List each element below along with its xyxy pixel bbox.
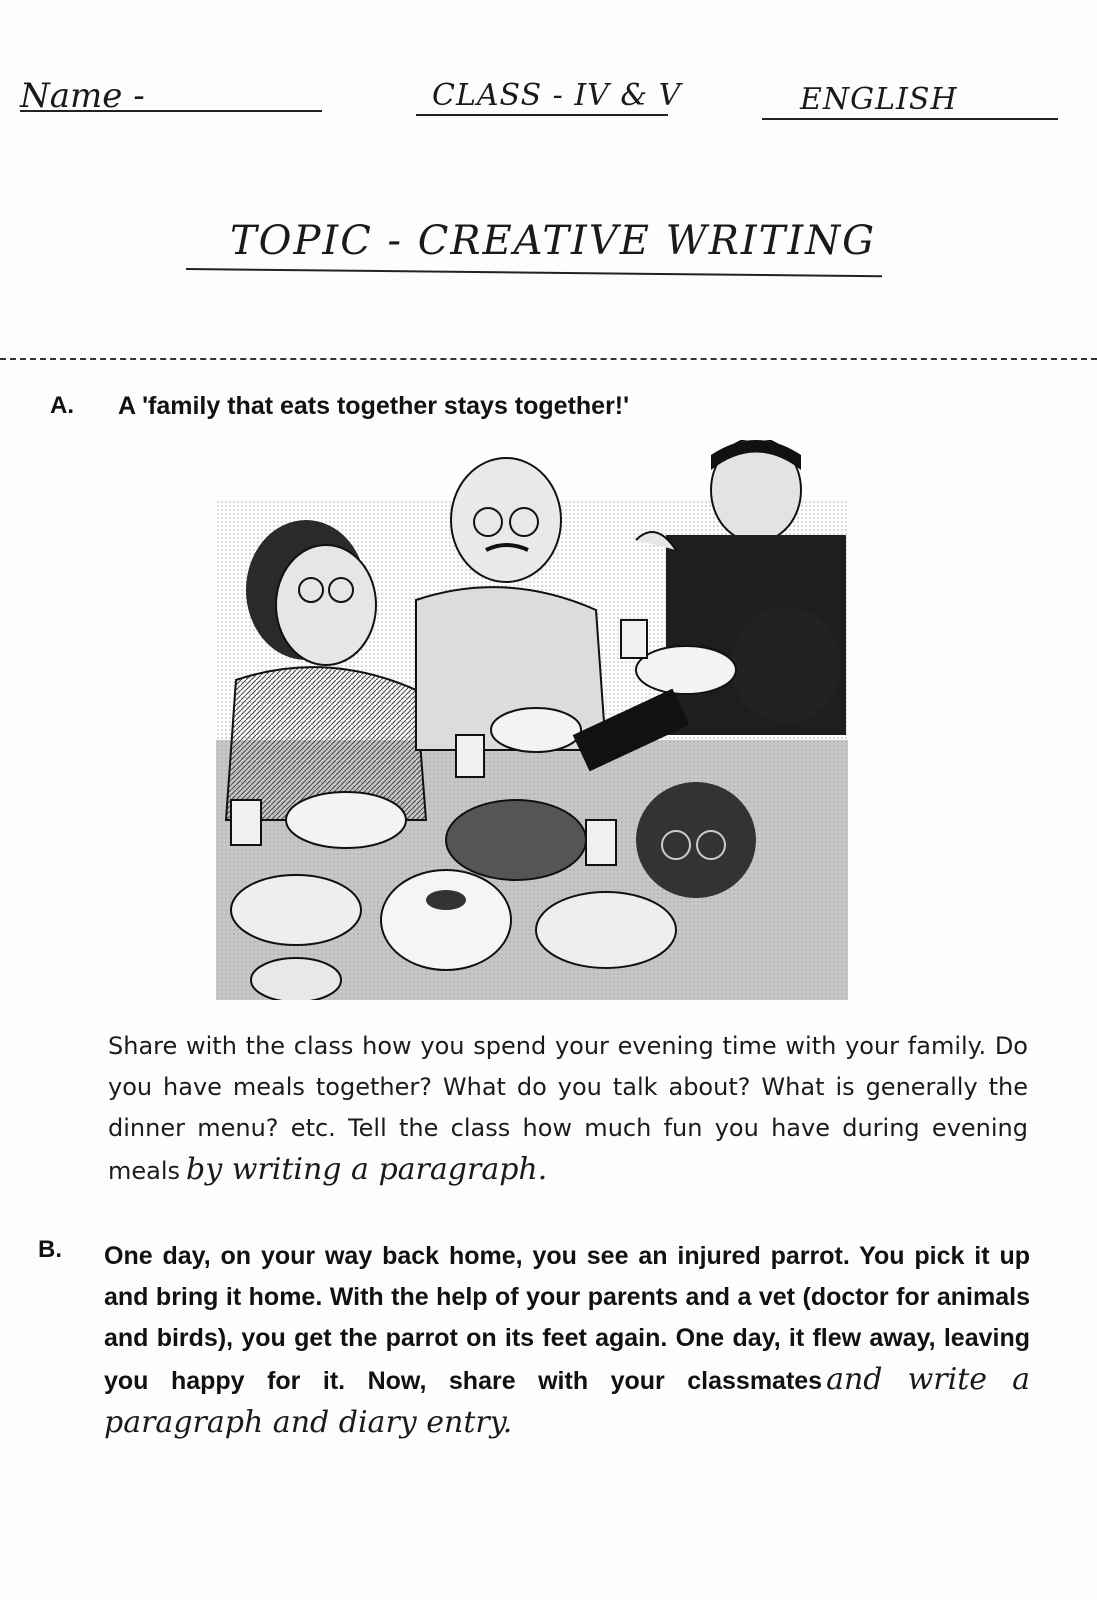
section-a-instruction (108, 1026, 1028, 1192)
section-b-handwritten-note: and write a paragraph and diary entry. (104, 1362, 1030, 1440)
section-a-heading: A 'family that eats together stays together!' (118, 392, 630, 420)
section-a-label: A. (50, 392, 74, 419)
subject-label: ENGLISH (800, 82, 958, 117)
section-a-printed-text: Share with the class how you spend your evening time with your family. Do you have meals together? What do you talk about? What is generally the dinner menu? etc. Tell the class how much fun you have during evening meals (108, 1032, 1028, 1185)
subject-underline (762, 118, 1058, 120)
topic-title: TOPIC - CREATIVE WRITING (230, 218, 877, 264)
class-underline (416, 114, 668, 116)
class-label: CLASS - IV & V (432, 78, 682, 113)
section-b-label: B. (38, 1236, 62, 1263)
family-dinner-illustration (216, 440, 848, 1000)
section-divider (0, 358, 1097, 360)
name-label: Name - (20, 76, 145, 116)
section-b-instruction (104, 1236, 1030, 1445)
section-b-printed-text: One day, on your way back home, you see an injured parrot. You pick it up and bring it home. With the help of your parents and a vet (doctor for animals and birds), you get the parrot on its feet again. One day, it flew away, leaving you happy for it. Now, share with your classmates (104, 1242, 1030, 1395)
section-a-handwritten-note: by writing a paragraph. (186, 1152, 548, 1187)
topic-underline (186, 268, 882, 277)
name-underline (20, 110, 322, 112)
